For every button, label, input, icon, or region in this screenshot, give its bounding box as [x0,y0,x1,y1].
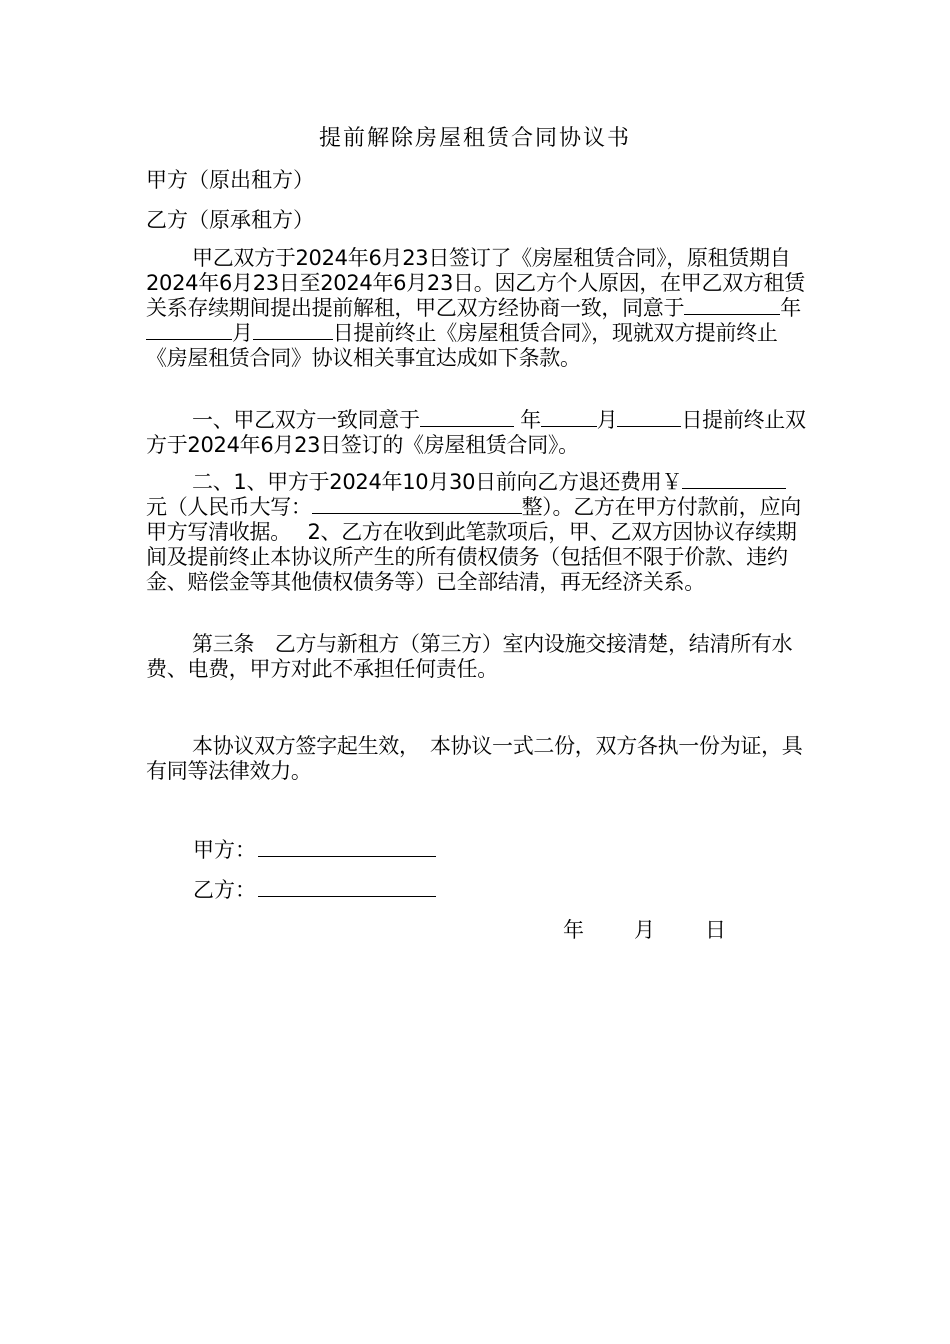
signature-b [193,876,436,904]
party-a-label: 甲方（原出租方） [146,168,314,192]
intro-text-2: 日提前终止《房屋租赁合同》，现就双方提前终止《房屋租赁合同》协议相关事宜达成如下条款。 [146,321,778,370]
clause-1-text-1: 一、甲乙双方一致同意于 [192,408,420,432]
blank-month-2 [541,408,597,427]
date-day-label: 日 [705,918,726,942]
blank-month-1 [146,321,232,340]
clause-3: 第三条 乙方与新租方（第三方）室内设施交接清楚，结清所有水费、电费，甲方对此不承担任何责任。 [146,632,793,681]
blank-amount-capital [312,495,522,514]
intro-text-1: 甲乙双方于2024年6月23日签订了《房屋租赁合同》，原租赁期自2024年6月23日至2024年6月23日。因乙方个人原因，在甲乙双方租赁关系存续期间提出提前解租，甲乙双方经协商一致，同意于 [146,246,805,320]
blank-amount-cont [732,470,786,489]
signature-b-label: 乙方： [193,878,256,902]
paragraph-intro [146,246,806,371]
date-month-label: 月 [634,918,655,942]
signature-a-line [258,836,436,857]
intro-month-unit: 月 [232,321,253,345]
clause-1-year-unit: 年 [513,408,541,432]
sign-date [563,916,726,944]
clause-1-month-unit: 月 [596,408,618,432]
signature-a [193,836,436,864]
blank-day-1 [253,321,333,340]
intro-year-unit: 年 [780,296,801,320]
party-b-label: 乙方（原承租方） [146,208,314,232]
blank-year-2 [420,408,514,427]
signature-a-label: 甲方： [193,838,256,862]
clause-2-text-3: 整）。乙方在甲方付款前，应向甲方写清收据。 2、乙方在收到此笔款项后，甲、乙双方因协议存续期间及提前终止本协议所产生的所有债权债务（包括但不限于价款、违约金、赔偿金等其他债权债务等）已全部结清，再无经济关系。 [146,495,801,594]
clause-1-text-2: 日提前终止双方于2024年6月23日签订的《房屋租赁合同》。 [146,408,806,457]
blank-amount [682,470,732,489]
date-year-label: 年 [563,918,584,942]
effect-clause: 本协议双方签字起生效， 本协议一式二份，双方各执一份为证，具有同等法律效力。 [146,734,803,783]
blank-day-2 [617,408,681,427]
signature-b-line [258,876,436,897]
clause-2-text-1: 二、1、甲方于2024年10月30日前向乙方退还费用￥ [192,470,683,494]
document-title: 提前解除房屋租赁合同协议书 [318,126,631,151]
clause-1 [146,408,806,458]
clause-2-text-2: 元（人民币大写： [146,495,312,519]
blank-year-1 [684,296,780,315]
clause-2 [146,470,806,595]
